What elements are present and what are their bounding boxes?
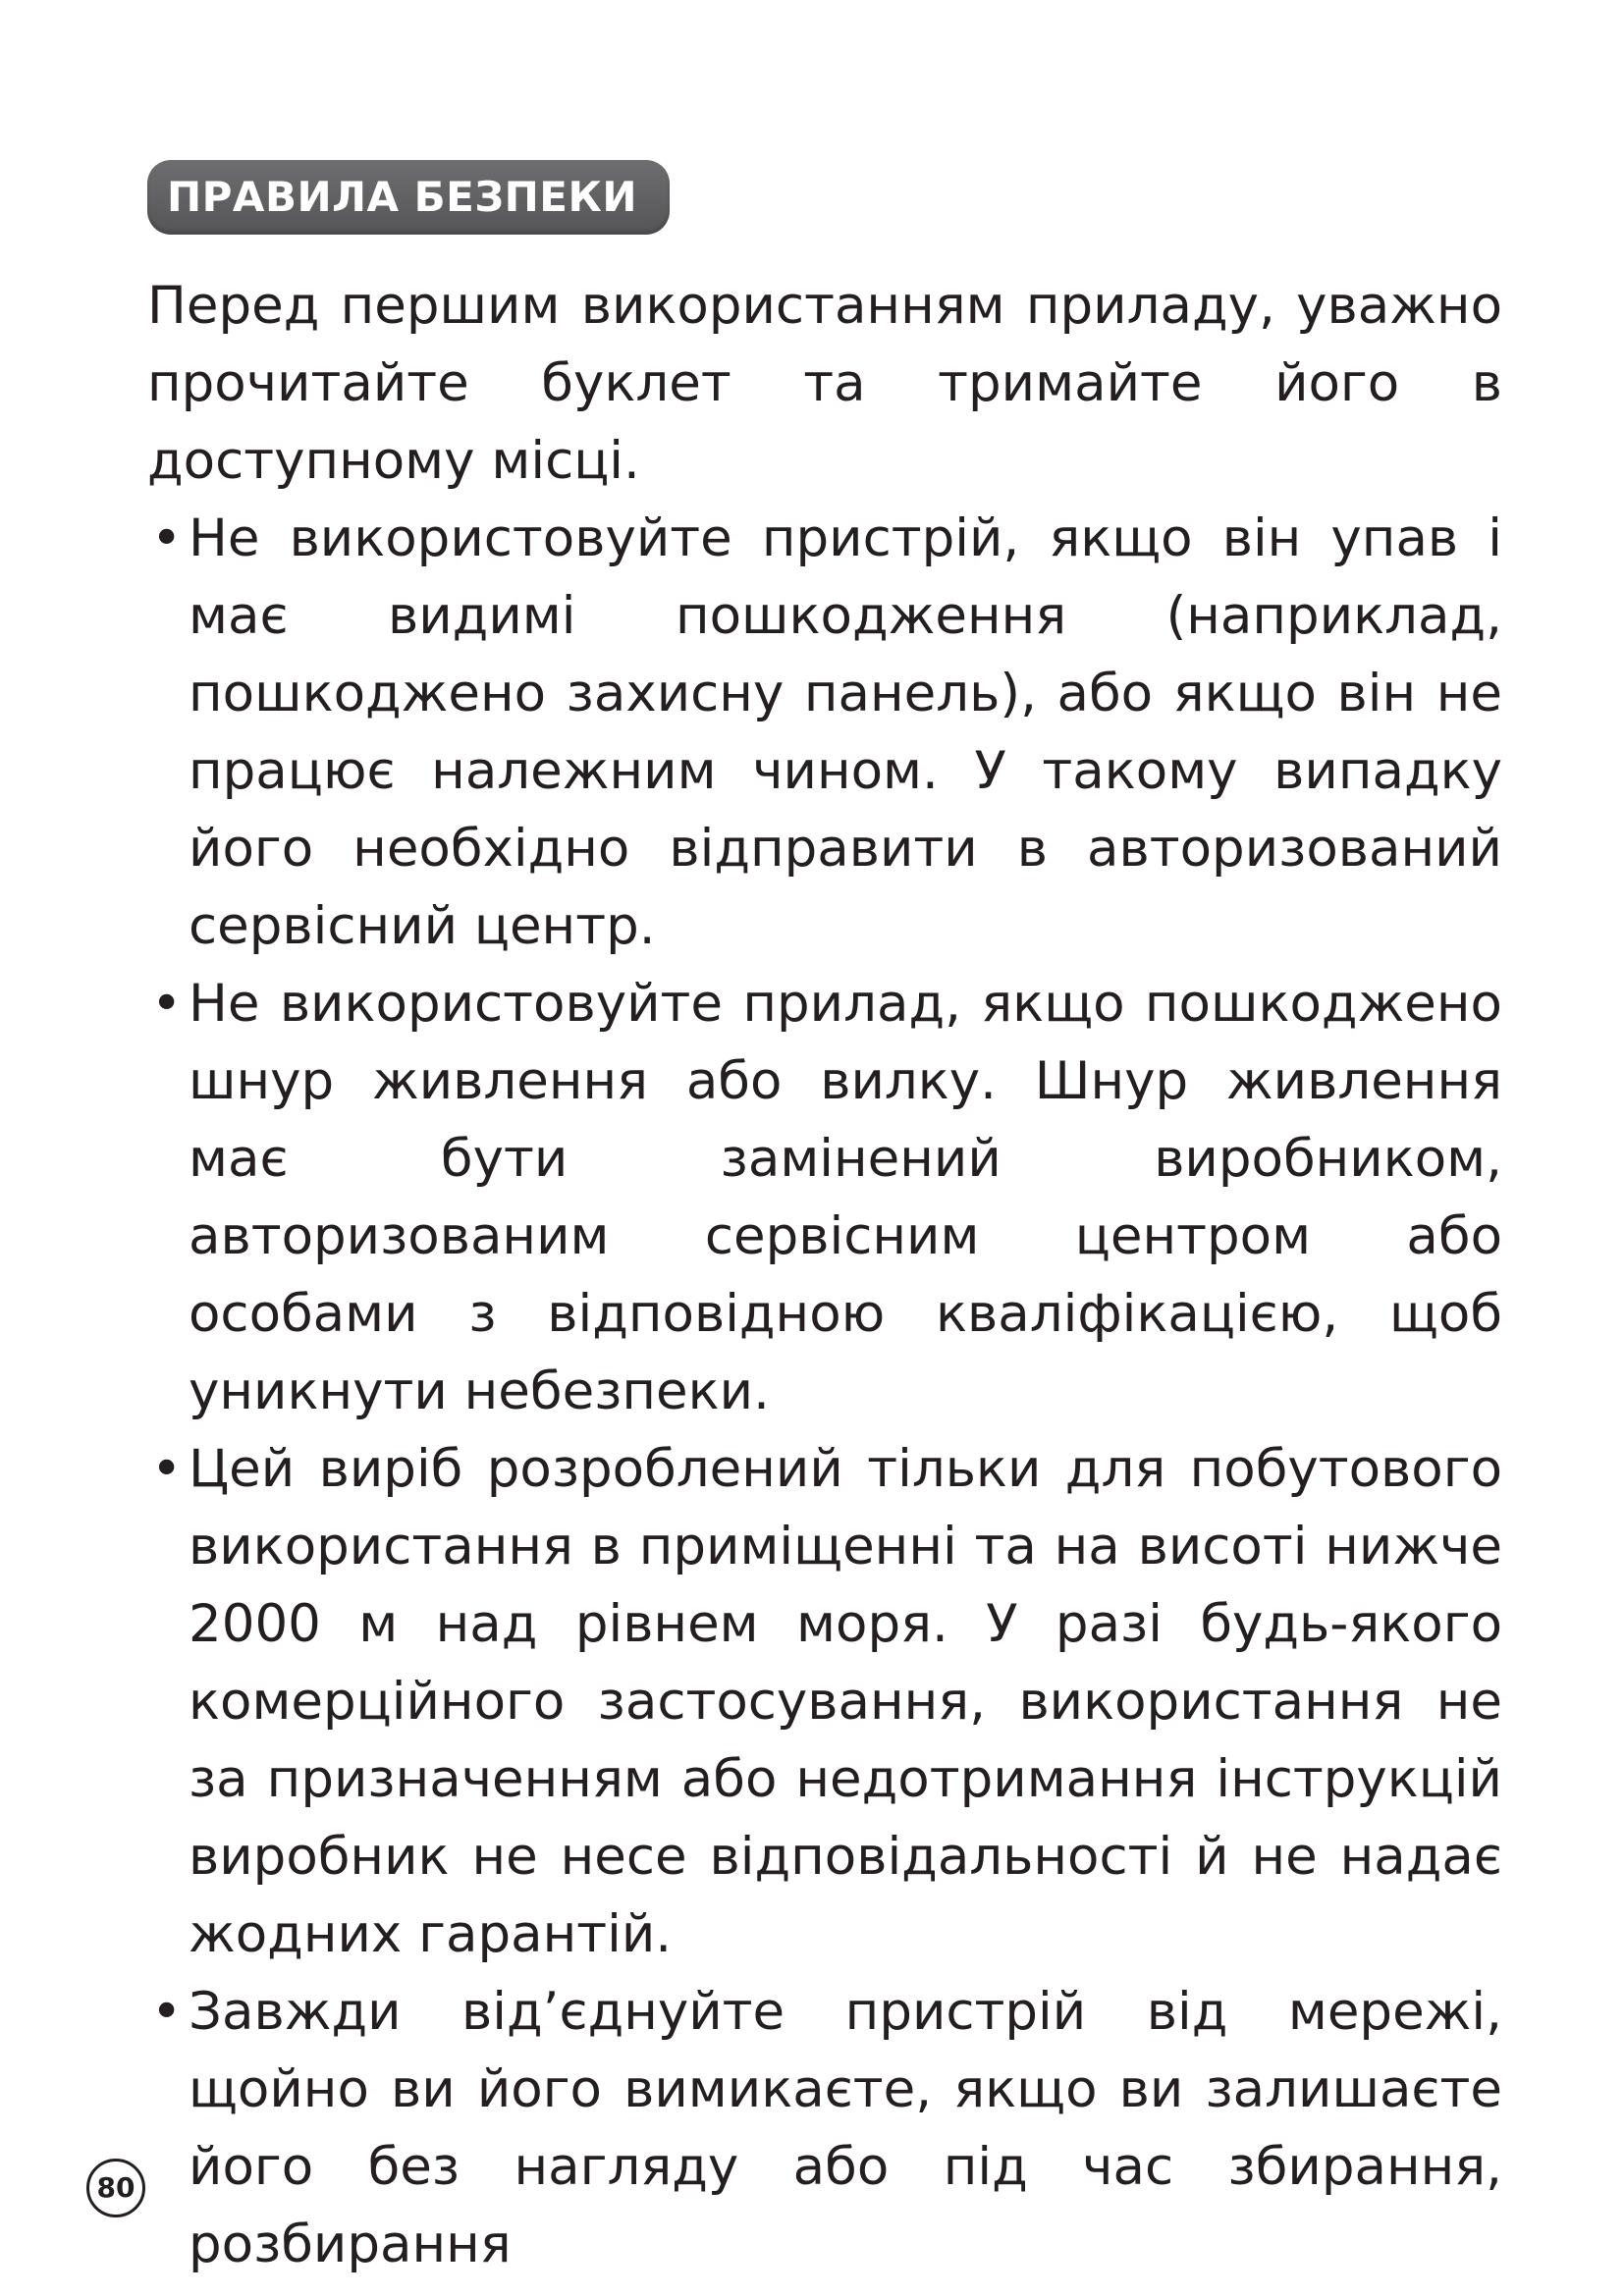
list-item [147, 1973, 1502, 2283]
bullet-icon: • [151, 1982, 183, 2042]
list-item-text: Цей виріб розроблений тільки для побутового використання в приміщенні та на висоті нижче 2000 м над рівнем моря. У разі будь-якого комерційного застосування, використання не за призначенням або недотримання інструкцій виробник не несе відповідальності й не надає жодних гарантій. [189, 1439, 1502, 1964]
list-item-text: Завжди від’єднуйте пристрій від мережі, щойно ви його вимикаєте, якщо ви залишаєте його без нагляду або під час збирання, розбирання [189, 1982, 1502, 2274]
bullet-icon: • [151, 1439, 183, 1499]
page-number: 80 [86, 2159, 145, 2217]
list-item [147, 500, 1502, 965]
body-text [147, 267, 1502, 2283]
list-item [147, 965, 1502, 1430]
list-item [147, 1430, 1502, 1973]
bullet-icon: • [151, 508, 183, 568]
list-item-text: Не використовуйте прилад, якщо пошкоджено шнур живлення або вилку. Шнур живлення має бути замінений виробником, авторизованим сервісним центром або особами з відповідною кваліфікацією, щоб уникнути небезпеки. [189, 974, 1502, 1421]
safety-bullet-list [147, 500, 1502, 2283]
list-item-text: Не використовуйте пристрій, якщо він упав і має видимі пошкодження (наприклад, пошкоджено захисну панель), або якщо він не працює належним чином. У такому випадку його необхідно відправити в авторизований сервісний центр. [189, 508, 1502, 956]
section-title: ПРАВИЛА БЕЗПЕКИ [167, 173, 637, 221]
bullet-icon: • [151, 974, 183, 1034]
intro-paragraph: Перед першим використанням приладу, уважно прочитайте буклет та тримайте його в доступному місці. [147, 276, 1502, 491]
